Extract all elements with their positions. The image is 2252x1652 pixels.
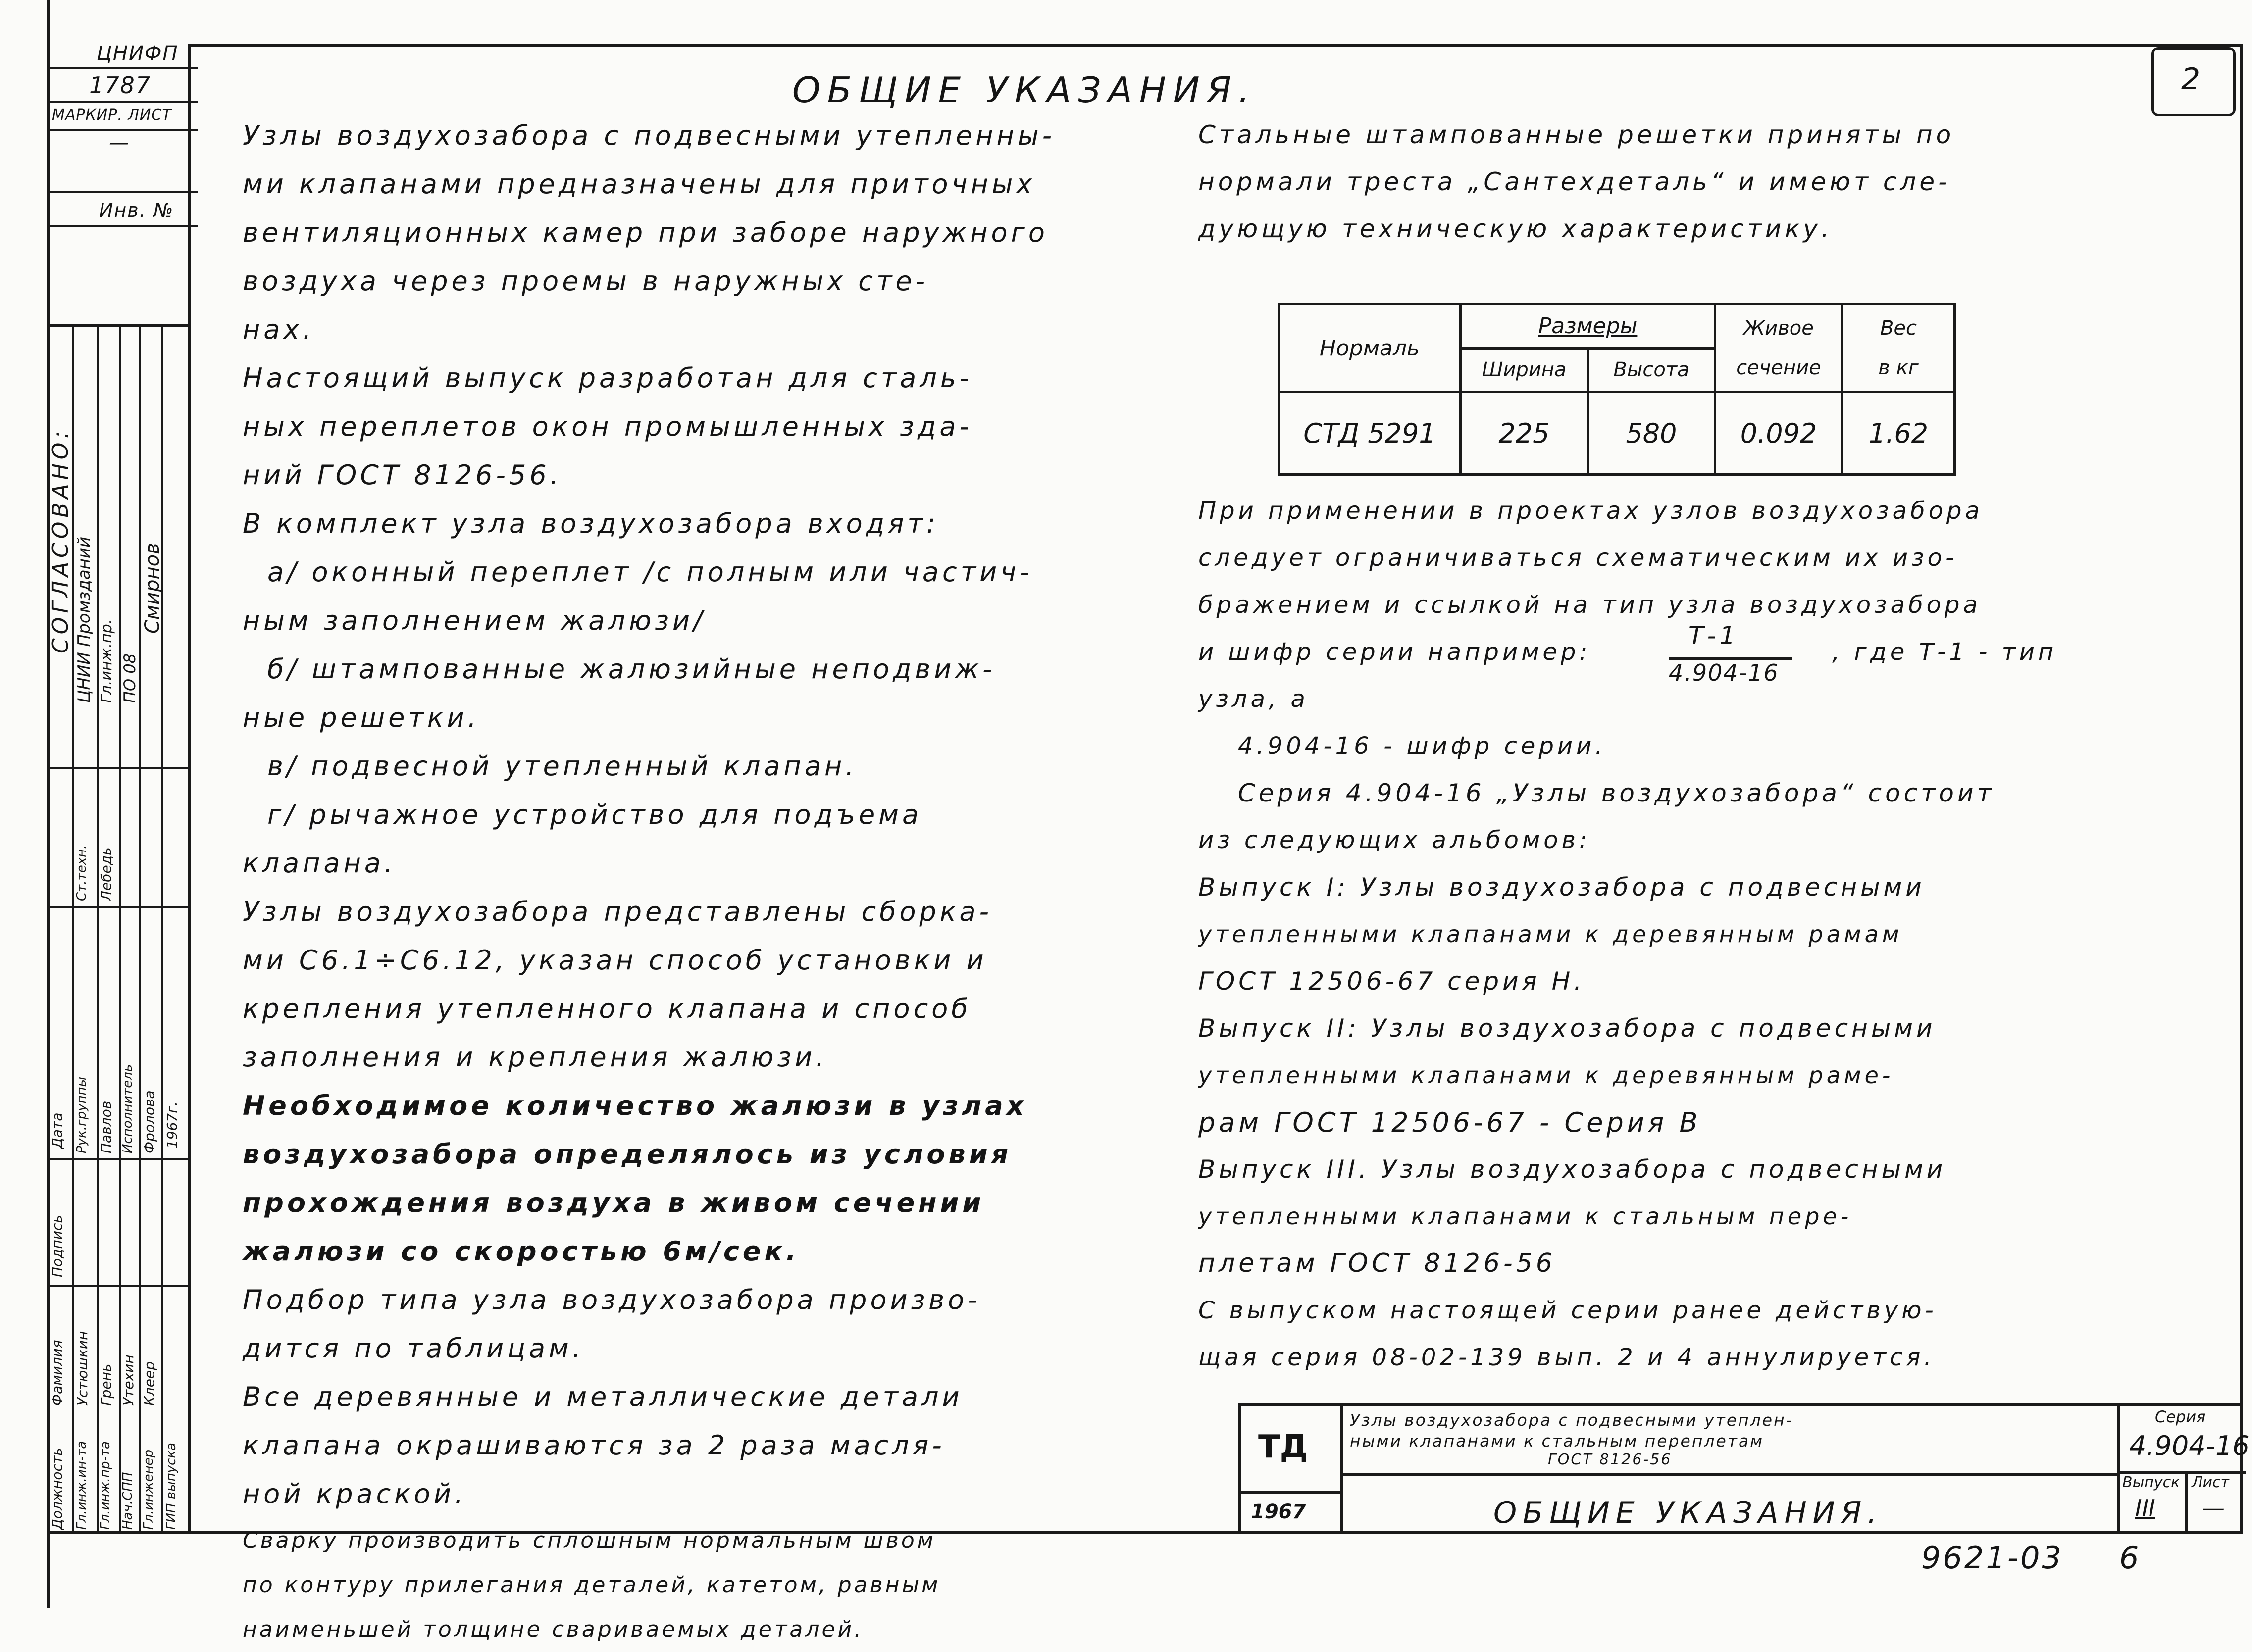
corner-box bbox=[50, 42, 198, 221]
drawing-code: 9621-03 bbox=[1921, 1540, 2064, 1576]
frame-top bbox=[188, 44, 2243, 47]
right-line: С выпуском настоящей серии ранее действую- bbox=[1198, 1297, 1937, 1324]
right-line: плетам ГОСТ 8126-56 bbox=[1198, 1249, 1556, 1278]
stamp-year-cell bbox=[1241, 1491, 1343, 1534]
right-column bbox=[1198, 488, 2218, 1381]
sidebar-col-dolzh: Должность bbox=[49, 1448, 65, 1530]
approval-sidebar bbox=[47, 324, 188, 1533]
sidebar-date: 1967г. bbox=[164, 1101, 180, 1149]
th-size: Размеры bbox=[1461, 304, 1715, 349]
left-line: Узлы воздухозабора представлены сборка- bbox=[243, 896, 993, 927]
fraction-tail: , где Т-1 - тип bbox=[1832, 638, 2057, 666]
stamp-desc-2: ными клапанами к стальным переплетам bbox=[1350, 1431, 1764, 1451]
left-line: Узлы воздухозабора с подвесными утепленны- bbox=[243, 120, 1056, 151]
right-line: узла, а bbox=[1198, 685, 1309, 713]
th-norm: Нормаль bbox=[1279, 304, 1461, 392]
left-line: клапана окрашиваются за 2 раза масля- bbox=[243, 1430, 945, 1461]
corner-dash: — bbox=[109, 131, 132, 154]
left-line: прохождения воздуха в живом сечении bbox=[243, 1187, 985, 1218]
stamp-sheet-cell bbox=[2185, 1474, 2243, 1534]
right-line: бражением и ссылкой на тип узла воздухозабора bbox=[1198, 591, 1981, 619]
left-line: ные решетки. bbox=[243, 702, 480, 733]
right-line: ГОСТ 12506-67 серия Н. bbox=[1198, 967, 1586, 996]
stamp-issue-label: Выпуск bbox=[2122, 1474, 2180, 1491]
left-line: ми клапанами предназначены для приточных bbox=[243, 168, 1036, 200]
left-line: вентиляционных камер при заборе наружного bbox=[243, 217, 1048, 248]
fraction-row bbox=[1198, 621, 2218, 686]
stamp-series: 4.904-16 bbox=[2129, 1430, 2250, 1461]
right-line: утепленными клапанами к деревянным рамам bbox=[1198, 921, 1903, 948]
stamp-desc-3: ГОСТ 8126-56 bbox=[1548, 1451, 1672, 1468]
left-line: по контуру прилегания деталей, катетом, равным bbox=[243, 1572, 941, 1598]
sidebar-role-8: Ст.техн. bbox=[74, 845, 89, 901]
corner-inv: Инв. № bbox=[99, 200, 174, 221]
sidebar-agreed: СОГЛАСОВАНО: bbox=[48, 427, 73, 653]
corner-mark: МАРКИР. ЛИСТ bbox=[52, 106, 172, 124]
stamp-issue: III bbox=[2135, 1495, 2155, 1521]
page-number: 6 bbox=[2119, 1540, 2143, 1576]
frame-inner-left bbox=[188, 44, 191, 1534]
sidebar-name-3: Утехин bbox=[120, 1354, 137, 1406]
left-line: Необходимое количество жалюзи в узлах bbox=[243, 1090, 1027, 1121]
sidebar-name-4: Клеер bbox=[141, 1361, 157, 1406]
sidebar-sig-1: Смирнов bbox=[141, 543, 164, 634]
sidebar-role-6: Рук.группы bbox=[74, 1076, 89, 1153]
page-mark: 2 bbox=[2181, 62, 2201, 97]
sidebar-col-data: Дата bbox=[49, 1112, 65, 1149]
td-height: 580 bbox=[1588, 392, 1715, 475]
right-line: утепленными клапанами к стальным пере- bbox=[1198, 1203, 1852, 1230]
left-line: В комплект узла воздухозабора входят: bbox=[243, 508, 939, 539]
norm-table bbox=[1278, 303, 1956, 476]
stamp-sheet: — bbox=[2202, 1495, 2225, 1521]
sidebar-name-1: Устюшкин bbox=[74, 1331, 91, 1406]
right-line: и шифр серии например: bbox=[1198, 638, 1591, 666]
th-width: Ширина bbox=[1461, 348, 1588, 392]
left-line: а/ оконный переплет /с полным или частич- bbox=[267, 556, 1033, 588]
stamp-year: 1967 bbox=[1251, 1501, 1306, 1523]
right-line: Серия 4.904-16 „Узлы воздухозабора“ состоит bbox=[1238, 779, 1995, 807]
right-line: щая серия 08-02-139 вып. 2 и 4 аннулируется. bbox=[1198, 1344, 1935, 1371]
left-line: заполнения и крепления жалюзи. bbox=[243, 1042, 828, 1073]
th-live-1: Живое bbox=[1743, 317, 1814, 340]
title-block bbox=[1238, 1403, 2250, 1534]
sidebar-org-b: Гл.инж.пр. bbox=[98, 619, 115, 703]
right-line: При применении в проектах узлов воздухозабора bbox=[1198, 497, 1983, 525]
sidebar-role-3: Нач.СПП bbox=[120, 1472, 135, 1530]
td-weight: 1.62 bbox=[1843, 392, 1955, 475]
corner-number: 1787 bbox=[89, 72, 152, 99]
right-intro-line: нормали треста „Сантехдеталь“ и имеют сле- bbox=[1198, 167, 1951, 196]
th-height: Высота bbox=[1588, 348, 1715, 392]
left-line: г/ рычажное устройство для подъема bbox=[267, 799, 922, 830]
sidebar-name-8: Лебедь bbox=[98, 847, 114, 901]
left-line: воздуха через проемы в наружных сте- bbox=[243, 265, 929, 297]
left-line: Подбор типа узла воздухозабора произво- bbox=[243, 1284, 981, 1315]
page-mark-box bbox=[2151, 47, 2236, 116]
td-live: 0.092 bbox=[1715, 392, 1843, 475]
left-line: ных переплетов окон промышленных зда- bbox=[243, 411, 972, 442]
right-line: рам ГОСТ 12506-67 - Серия В bbox=[1198, 1107, 1701, 1138]
left-line: клапана. bbox=[243, 848, 397, 879]
right-line: следует ограничиваться схематическим их изо- bbox=[1198, 544, 1958, 572]
sidebar-col-pod: Подпись bbox=[49, 1215, 65, 1277]
left-line: Сварку производить сплошным нормальным швом bbox=[243, 1528, 936, 1553]
left-line: ным заполнением жалюзи/ bbox=[243, 605, 706, 636]
frame-right bbox=[2240, 44, 2243, 1534]
sidebar-role-1: Гл.инж.ин-та bbox=[74, 1441, 89, 1530]
sidebar-role-2: Гл.инж.пр-та bbox=[98, 1441, 113, 1530]
right-line: Выпуск II: Узлы воздухозабора с подвесными bbox=[1198, 1014, 1936, 1043]
sidebar-role-4: Гл.инженер bbox=[141, 1449, 156, 1530]
fraction-denominator: 4.904-16 bbox=[1669, 659, 1779, 686]
left-line: в/ подвесной утепленный клапан. bbox=[267, 751, 858, 782]
stamp-td: ТД bbox=[1258, 1429, 1308, 1465]
left-line: нах. bbox=[243, 314, 315, 345]
sidebar-org-c: ПО 08 bbox=[120, 653, 139, 703]
left-line: ний ГОСТ 8126-56. bbox=[243, 459, 562, 491]
right-line: Выпуск III. Узлы воздухозабора с подвесными bbox=[1198, 1155, 1946, 1184]
right-intro-line: Стальные штампованные решетки приняты по bbox=[1198, 120, 1955, 149]
stamp-td-cell bbox=[1241, 1406, 1343, 1494]
td-width: 225 bbox=[1461, 392, 1588, 475]
right-intro bbox=[1198, 111, 1954, 252]
sidebar-name-6: Павлов bbox=[98, 1101, 114, 1153]
stamp-sheet-title: ОБЩИЕ УКАЗАНИЯ. bbox=[1493, 1496, 1883, 1530]
sidebar-col-fam: Фамилия bbox=[49, 1340, 65, 1406]
left-line: Все деревянные и металлические детали bbox=[243, 1381, 963, 1412]
corner-org: ЦНИФП bbox=[97, 42, 179, 65]
left-line: наименьшей толщине свариваемых деталей. bbox=[243, 1617, 864, 1642]
left-line: жалюзи со скоростью 6м/сек. bbox=[243, 1236, 800, 1267]
right-line: из следующих альбомов: bbox=[1198, 826, 1591, 854]
stamp-issue-cell bbox=[2117, 1474, 2188, 1534]
left-line: ной краской. bbox=[243, 1478, 467, 1509]
sidebar-role-5: ГИП выпуска bbox=[164, 1443, 179, 1530]
left-column bbox=[243, 111, 1159, 1652]
th-weight bbox=[1843, 304, 1955, 392]
right-line: утепленными клапанами к деревянным раме- bbox=[1198, 1062, 1894, 1089]
stamp-series-cell bbox=[2117, 1406, 2250, 1474]
stamp-series-label: Серия bbox=[2155, 1407, 2206, 1426]
left-line: ми С6.1÷С6.12, указан способ установки и bbox=[243, 945, 987, 976]
right-line: 4.904-16 - шифр серии. bbox=[1238, 732, 1606, 760]
left-line: воздухозабора определялось из условия bbox=[243, 1139, 1012, 1170]
sidebar-role-7: Исполнитель bbox=[120, 1064, 135, 1153]
left-line: дится по таблицам. bbox=[243, 1333, 584, 1364]
right-line: Выпуск I: Узлы воздухозабора с подвесными bbox=[1198, 873, 1925, 901]
th-live bbox=[1715, 304, 1843, 392]
th-weight-2: в кг bbox=[1878, 356, 1919, 379]
left-line: крепления утепленного клапана и способ bbox=[243, 993, 972, 1024]
right-intro-line: дующую техническую характеристику. bbox=[1198, 214, 1833, 243]
left-line: б/ штампованные жалюзийные неподвиж- bbox=[267, 653, 996, 685]
fraction-numerator: Т-1 bbox=[1689, 621, 1739, 650]
sidebar-name-2: Грень bbox=[98, 1363, 114, 1406]
th-live-2: сечение bbox=[1736, 356, 1821, 379]
td-norm: СТД 5291 bbox=[1279, 392, 1461, 475]
stamp-desc-1: Узлы воздухозабора с подвесными утеплен- bbox=[1350, 1410, 1793, 1430]
left-line: Настоящий выпуск разработан для сталь- bbox=[243, 362, 973, 394]
page-title: ОБЩИЕ УКАЗАНИЯ. bbox=[792, 69, 1257, 111]
th-weight-1: Вес bbox=[1880, 317, 1917, 340]
sidebar-org: ЦНИИ Промзданий bbox=[74, 536, 94, 703]
stamp-sheet-label: Лист bbox=[2192, 1474, 2230, 1491]
sidebar-name-7: Фролова bbox=[141, 1090, 157, 1153]
